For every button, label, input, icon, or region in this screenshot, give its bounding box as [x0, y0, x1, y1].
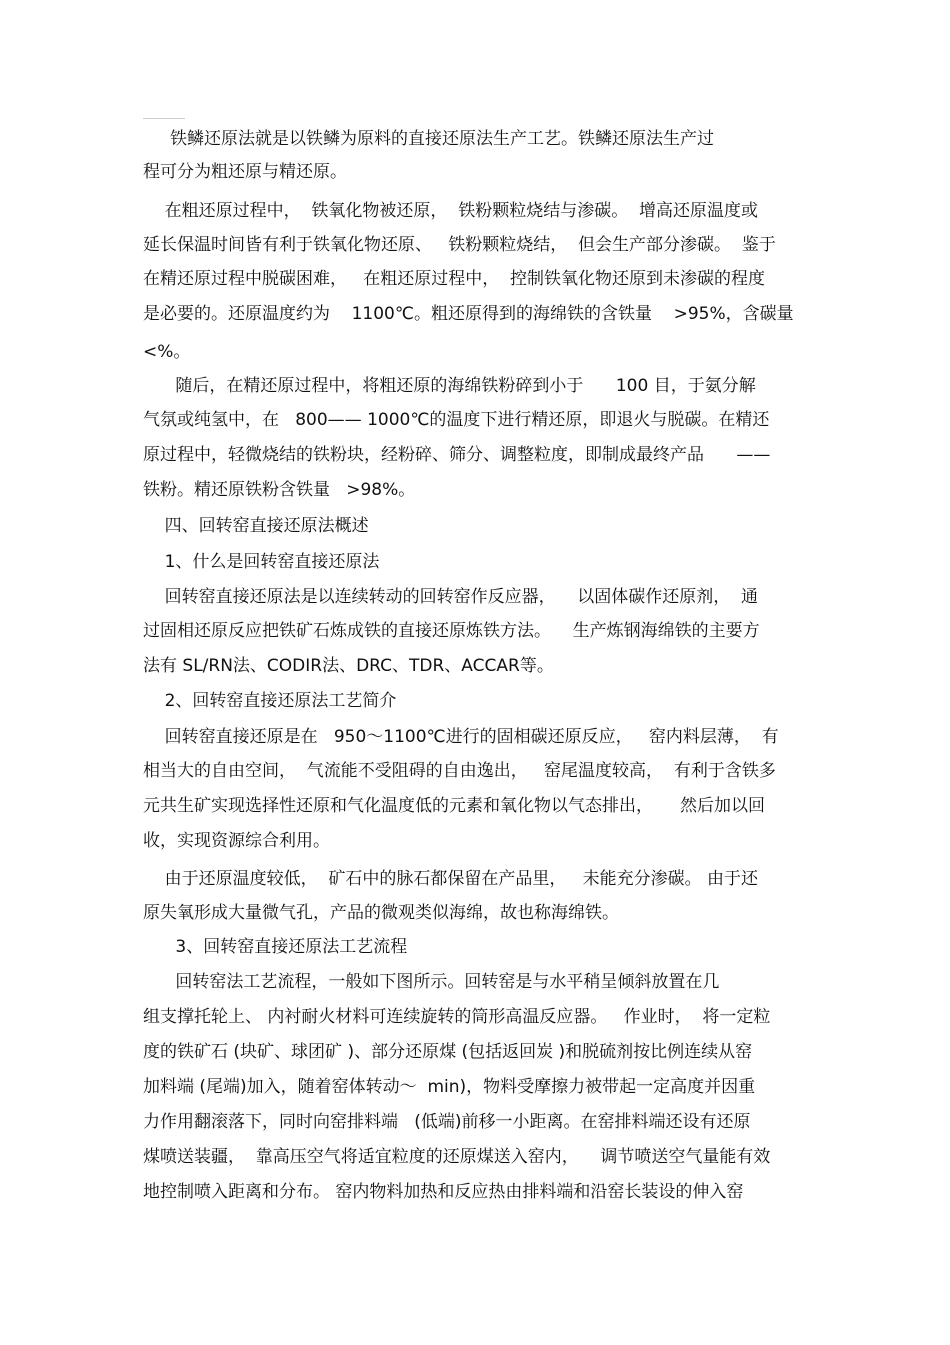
text-line: 加料端 (尾端)加入，随着窑体转动～ min)，物料受摩擦力被带起一定高度并因重 — [143, 1077, 756, 1097]
page-corner-mark — [143, 118, 185, 120]
text-line: 煤喷送装疆， 靠高压空气将适宜粒度的还原煤送入窑内， 调节喷送空气量能有效 — [143, 1147, 771, 1167]
text-line: 由于还原温度较低， 矿石中的脉石都保留在产品里， 未能充分渗碳。 由于还 — [143, 869, 759, 889]
text-line: 相当大的自由空间， 气流能不受阻碍的自由逸出， 窑尾温度较高， 有利于含铁多 — [143, 761, 776, 781]
text-line: 在精还原过程中脱碳困难， 在粗还原过程中， 控制铁氧化物还原到未渗碳的程度 — [143, 269, 766, 289]
text-line: 回转窑直接还原是在 950～1100℃进行的固相碳还原反应， 窑内料层薄， 有 — [143, 727, 779, 747]
text-line: 在粗还原过程中， 铁氧化物被还原， 铁粉颗粒烧结与渗碳。 增高还原温度或 — [143, 201, 759, 221]
subsection-heading: 2、回转窑直接还原法工艺简介 — [143, 691, 397, 711]
text-line: 元共生矿实现选择性还原和气化温度低的元素和氧化物以气态排出， 然后加以回 — [143, 796, 766, 816]
text-line: 铁鳞还原法就是以铁鳞为原料的直接还原法生产工艺。铁鳞还原法生产过 — [143, 129, 715, 149]
text-line: 回转窑直接还原法是以连续转动的回转窑作反应器， 以固体碳作还原剂， 通 — [143, 587, 759, 607]
section-heading: 四、回转窑直接还原法概述 — [143, 516, 369, 536]
text-line: 过固相还原反应把铁矿石炼成铁的直接还原炼铁方法。 生产炼钢海绵铁的主要方 — [143, 621, 760, 641]
subsection-heading: 1、什么是回转窑直接还原法 — [143, 552, 380, 572]
text-line: 回转窑法工艺流程，一般如下图所示。回转窑是与水平稍呈倾斜放置在几 — [143, 972, 720, 992]
text-line: 度的铁矿石 (块矿、球团矿 )、部分还原煤 (包括返回炭 )和脱硫剂按比例连续从窑 — [143, 1042, 753, 1062]
text-line: 程可分为粗还原与精还原。 — [143, 162, 347, 182]
text-line: 延长保温时间皆有利于铁氧化物还原、 铁粉颗粒烧结， 但会生产部分渗碳。 鉴于 — [143, 235, 776, 255]
text-line: 地控制喷入距离和分布。 窑内物料加热和反应热由排料端和沿窑长装设的伸入窑 — [143, 1182, 744, 1202]
text-line: 原失氧形成大量微气孔，产品的微观类似海绵，故也称海绵铁。 — [143, 903, 619, 923]
text-line: <%。 — [143, 342, 191, 362]
text-line: 气氛或纯氢中，在 800—— 1000℃的温度下进行精还原，即退火与脱碳。在精还 — [143, 410, 770, 430]
text-line: 原过程中，轻微烧结的铁粉块，经粉碎、筛分、调整粒度，即制成最终产品 —— — [143, 445, 771, 465]
text-line: 随后，在精还原过程中，将粗还原的海绵铁粉碎到小于 100 目，于氨分解 — [143, 376, 756, 396]
text-line: 铁粉。精还原铁粉含铁量 >98%。 — [143, 480, 416, 500]
text-line: 组支撑托轮上、 内衬耐火材料可连续旋转的筒形高温反应器。 作业时， 将一定粒 — [143, 1007, 771, 1027]
text-line: 法有 SL/RN法、CODIR法、DRC、TDR、ACCAR等。 — [143, 656, 554, 676]
text-line: 收，实现资源综合利用。 — [143, 831, 330, 851]
subsection-heading: 3、回转窑直接还原法工艺流程 — [143, 937, 408, 957]
text-line: 是必要的。还原温度约为 1100℃。粗还原得到的海绵铁的含铁量 >95%，含碳量 — [143, 304, 794, 324]
text-line: 力作用翻滚落下，同时向窑排料端 (低端)前移一小距离。在窑排料端还设有还原 — [143, 1112, 751, 1132]
